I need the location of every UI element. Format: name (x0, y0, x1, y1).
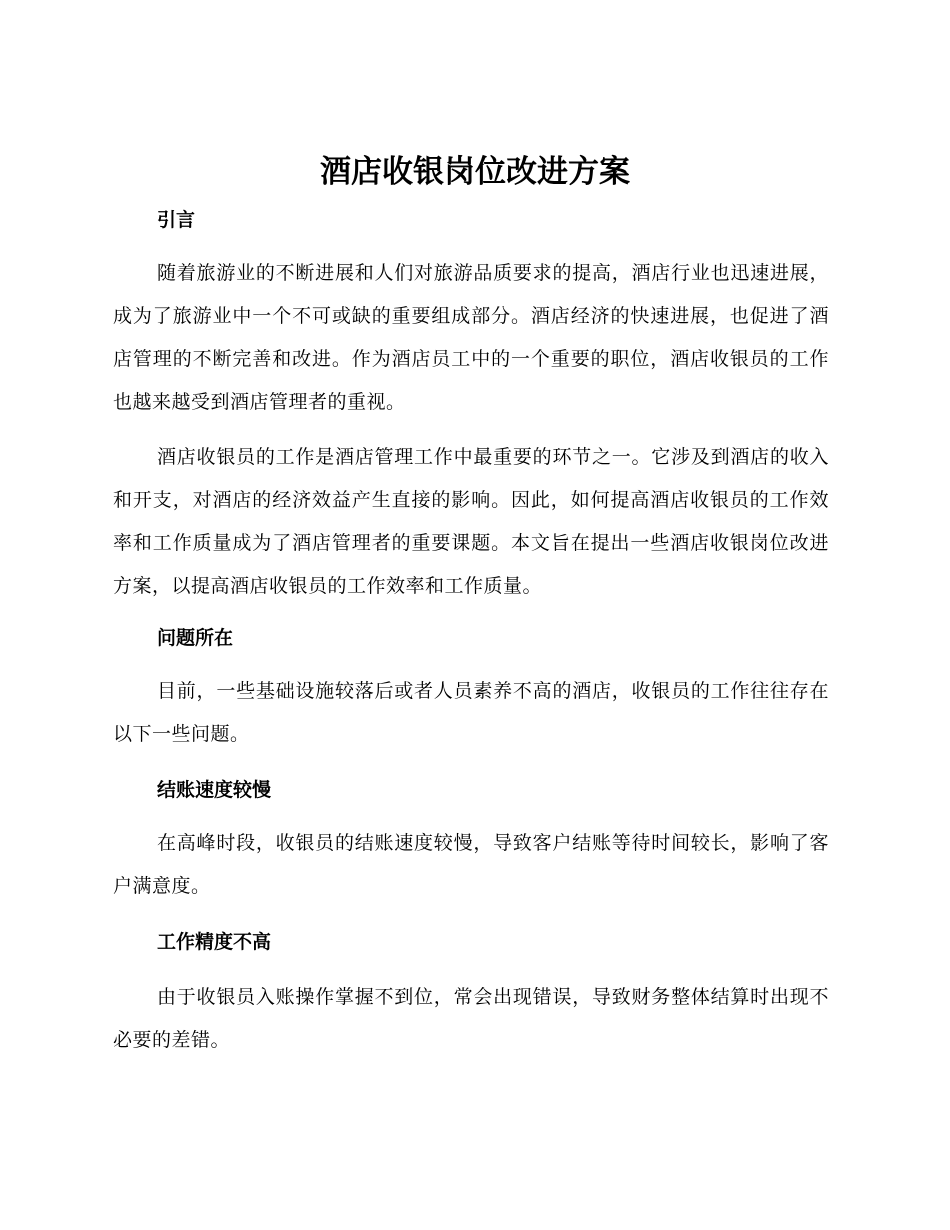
paragraph-problems: 目前，一些基础设施较落后或者人员素养不高的酒店，收银员的工作往往存在以下一些问题。 (113, 680, 829, 745)
section-heading-introduction: 引言 (157, 209, 196, 231)
section-heading-problems: 问题所在 (157, 627, 234, 649)
document-title: 酒店收银岗位改进方案 (320, 154, 630, 190)
section-heading-slow-checkout: 结账速度较慢 (157, 779, 272, 801)
paragraph-introduction-2: 酒店收银员的工作是酒店管理工作中最重要的环节之一。它涉及到酒店的收入和开支，对酒店的经济效益产生直接的影响。因此，如何提高酒店收银员的工作效率和工作质量成为了酒店管理者的重要课题。本文旨在提出一些酒店收银岗位改进方案，以提高酒店收银员的工作效率和工作质量。 (113, 446, 829, 597)
paragraph-slow-checkout: 在高峰时段，收银员的结账速度较慢，导致客户结账等待时间较长，影响了客户满意度。 (113, 832, 829, 897)
paragraph-low-accuracy: 由于收银员入账操作掌握不到位，常会出现错误，导致财务整体结算时出现不必要的差错。 (113, 986, 829, 1051)
section-heading-low-accuracy: 工作精度不高 (157, 931, 272, 953)
paragraph-introduction-1: 随着旅游业的不断进展和人们对旅游品质要求的提高，酒店行业也迅速进展，成为了旅游业中一个不可或缺的重要组成部分。酒店经济的快速进展，也促进了酒店管理的不断完善和改进。作为酒店员工中的一个重要的职位，酒店收银员的工作也越来越受到酒店管理者的重视。 (113, 262, 829, 413)
